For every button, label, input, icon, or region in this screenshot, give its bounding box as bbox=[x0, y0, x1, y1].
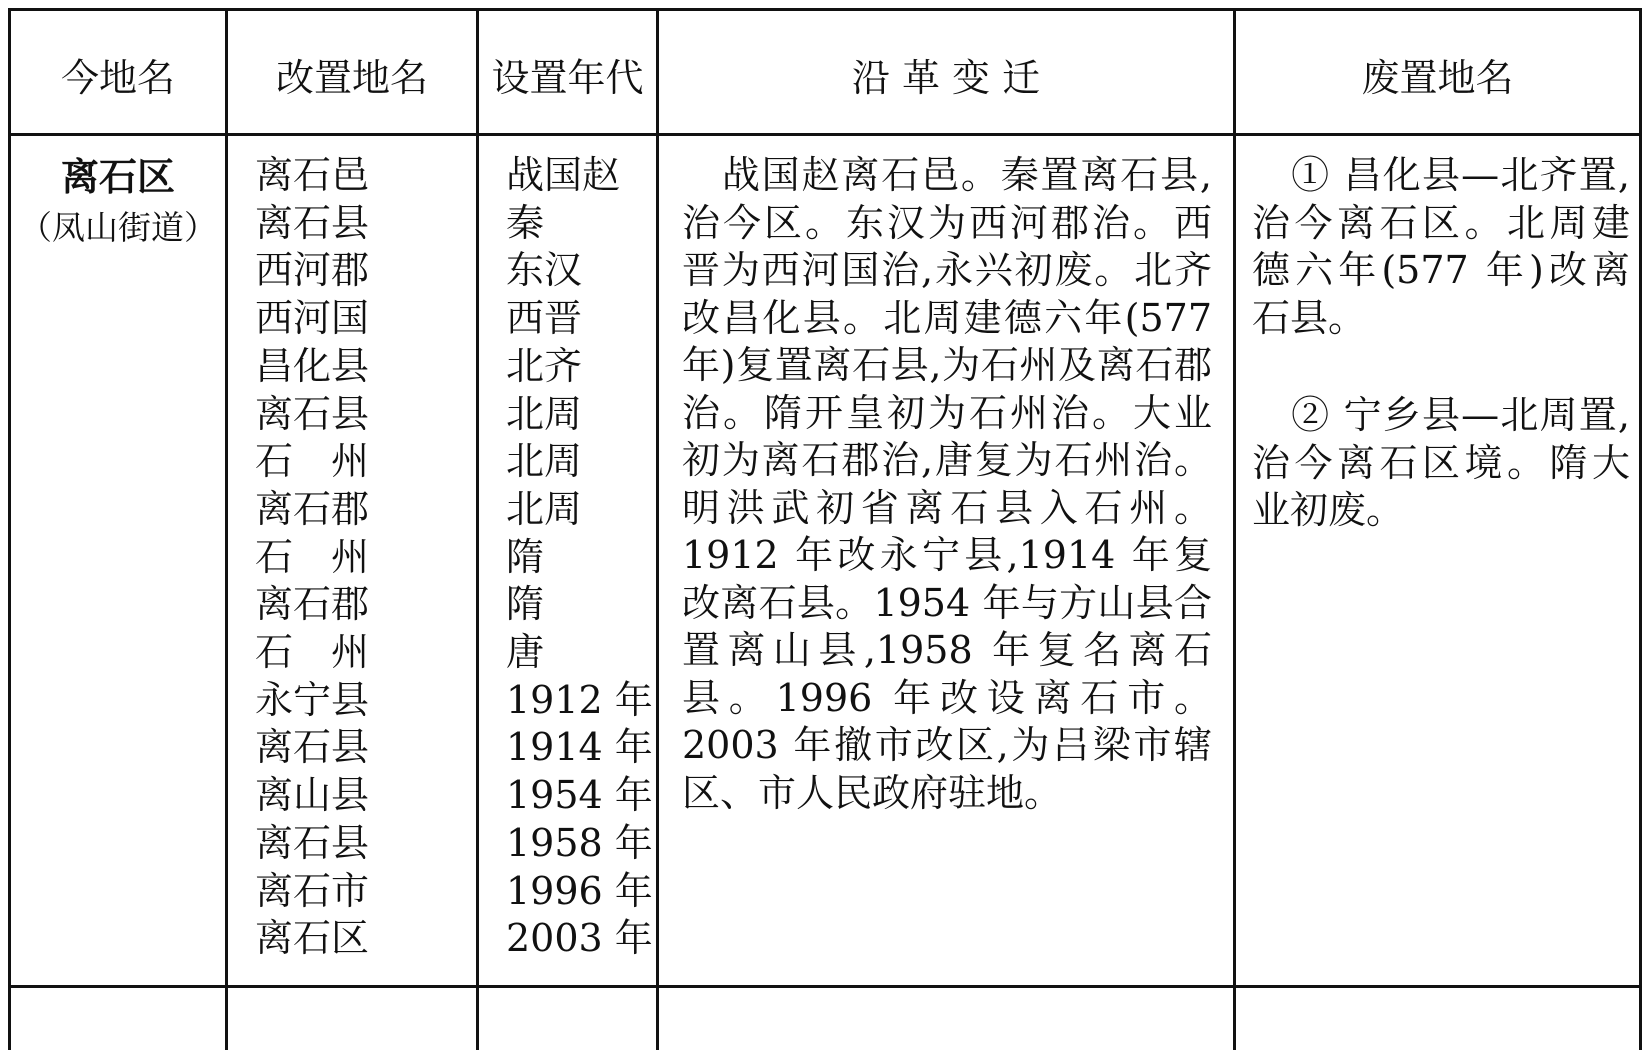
current-name-sub: （凤山街道） bbox=[19, 208, 217, 247]
history-text: 战国赵离石邑。秦置离石县,治今区。东汉为西河郡治。西晋为西河国治,永兴初废。北齐改昌化县。北周建德六年(577 年)复置离石县,为石州及离石郡治。隋开皇初为石州治。大业初为离石郡治,唐复为石州治。明洪武初省离石县入石州。1912 年改永宁县,1914 年复改离石县。1954 年与方山县合置离山县,1958 年复名离石县。1996 年改设离石市。2003 年撤市改区,为吕梁市辖区、市人民政府驻地。 bbox=[682, 153, 1212, 815]
year-item: 1954 年 bbox=[506, 773, 653, 818]
year-item: 2003 年 bbox=[506, 916, 653, 961]
year-item: 北周 bbox=[506, 391, 583, 436]
year-item: 北周 bbox=[506, 439, 583, 484]
col-divider-4 bbox=[1233, 8, 1236, 1050]
header-current-name: 今地名 bbox=[60, 56, 175, 100]
abolished-entry-1: ① 昌化县—北齐置,治今离石区。北周建德六年(577 年)改离石县。 bbox=[1252, 153, 1630, 340]
changed-name-item: 离石市 bbox=[255, 868, 370, 913]
changed-name-item: 西河郡 bbox=[255, 248, 370, 293]
year-item: 秦 bbox=[506, 200, 545, 245]
changed-name-item: 离石区 bbox=[255, 916, 370, 961]
col-divider-1 bbox=[225, 8, 228, 1050]
year-item: 西晋 bbox=[506, 296, 583, 341]
year-item: 隋 bbox=[506, 534, 545, 579]
table-top-rule bbox=[8, 8, 1642, 11]
year-item: 隋 bbox=[506, 582, 545, 627]
changed-names-list bbox=[255, 152, 465, 963]
header-bottom-rule bbox=[8, 133, 1642, 136]
changed-name-item: 昌化县 bbox=[255, 343, 370, 388]
year-item: 1914 年 bbox=[506, 725, 653, 770]
changed-name-item: 永宁县 bbox=[255, 677, 370, 722]
col-divider-3 bbox=[656, 8, 659, 1050]
header-established: 设置年代 bbox=[491, 56, 644, 100]
year-item: 北齐 bbox=[506, 343, 583, 388]
abolished-entry-2: ② 宁乡县—北周置,治今离石区境。隋大业初废。 bbox=[1252, 393, 1630, 532]
changed-name-item: 离石郡 bbox=[255, 486, 370, 531]
changed-name-item: 离石县 bbox=[255, 820, 370, 865]
changed-name-item: 石 州 bbox=[255, 534, 370, 579]
changed-name-item: 西河国 bbox=[255, 296, 370, 341]
changed-name-item: 离石郡 bbox=[255, 582, 370, 627]
header-history: 沿 革 变 迁 bbox=[851, 56, 1041, 100]
year-item: 北周 bbox=[506, 486, 583, 531]
changed-name-item: 石 州 bbox=[255, 630, 370, 675]
col-divider-2 bbox=[476, 8, 479, 1050]
changed-name-item: 石 州 bbox=[255, 439, 370, 484]
year-item: 唐 bbox=[506, 630, 545, 675]
year-item: 1912 年 bbox=[506, 677, 653, 722]
changed-name-item: 离石县 bbox=[255, 200, 370, 245]
changed-name-item: 离石县 bbox=[255, 725, 370, 770]
changed-name-item: 离山县 bbox=[255, 773, 370, 818]
year-item: 1958 年 bbox=[506, 820, 653, 865]
table-right-rule bbox=[1639, 8, 1642, 1050]
changed-name-item: 离石县 bbox=[255, 391, 370, 436]
current-name: 离石区 bbox=[60, 154, 175, 199]
header-abolished: 废置地名 bbox=[1361, 56, 1514, 100]
years-list bbox=[506, 152, 656, 963]
changed-name-item: 离石邑 bbox=[255, 153, 370, 197]
year-item: 东汉 bbox=[506, 248, 583, 293]
year-item: 1996 年 bbox=[506, 868, 653, 913]
year-item: 战国赵 bbox=[506, 153, 621, 197]
header-changed-name: 改置地名 bbox=[275, 56, 428, 100]
row-bottom-rule bbox=[8, 985, 1642, 988]
